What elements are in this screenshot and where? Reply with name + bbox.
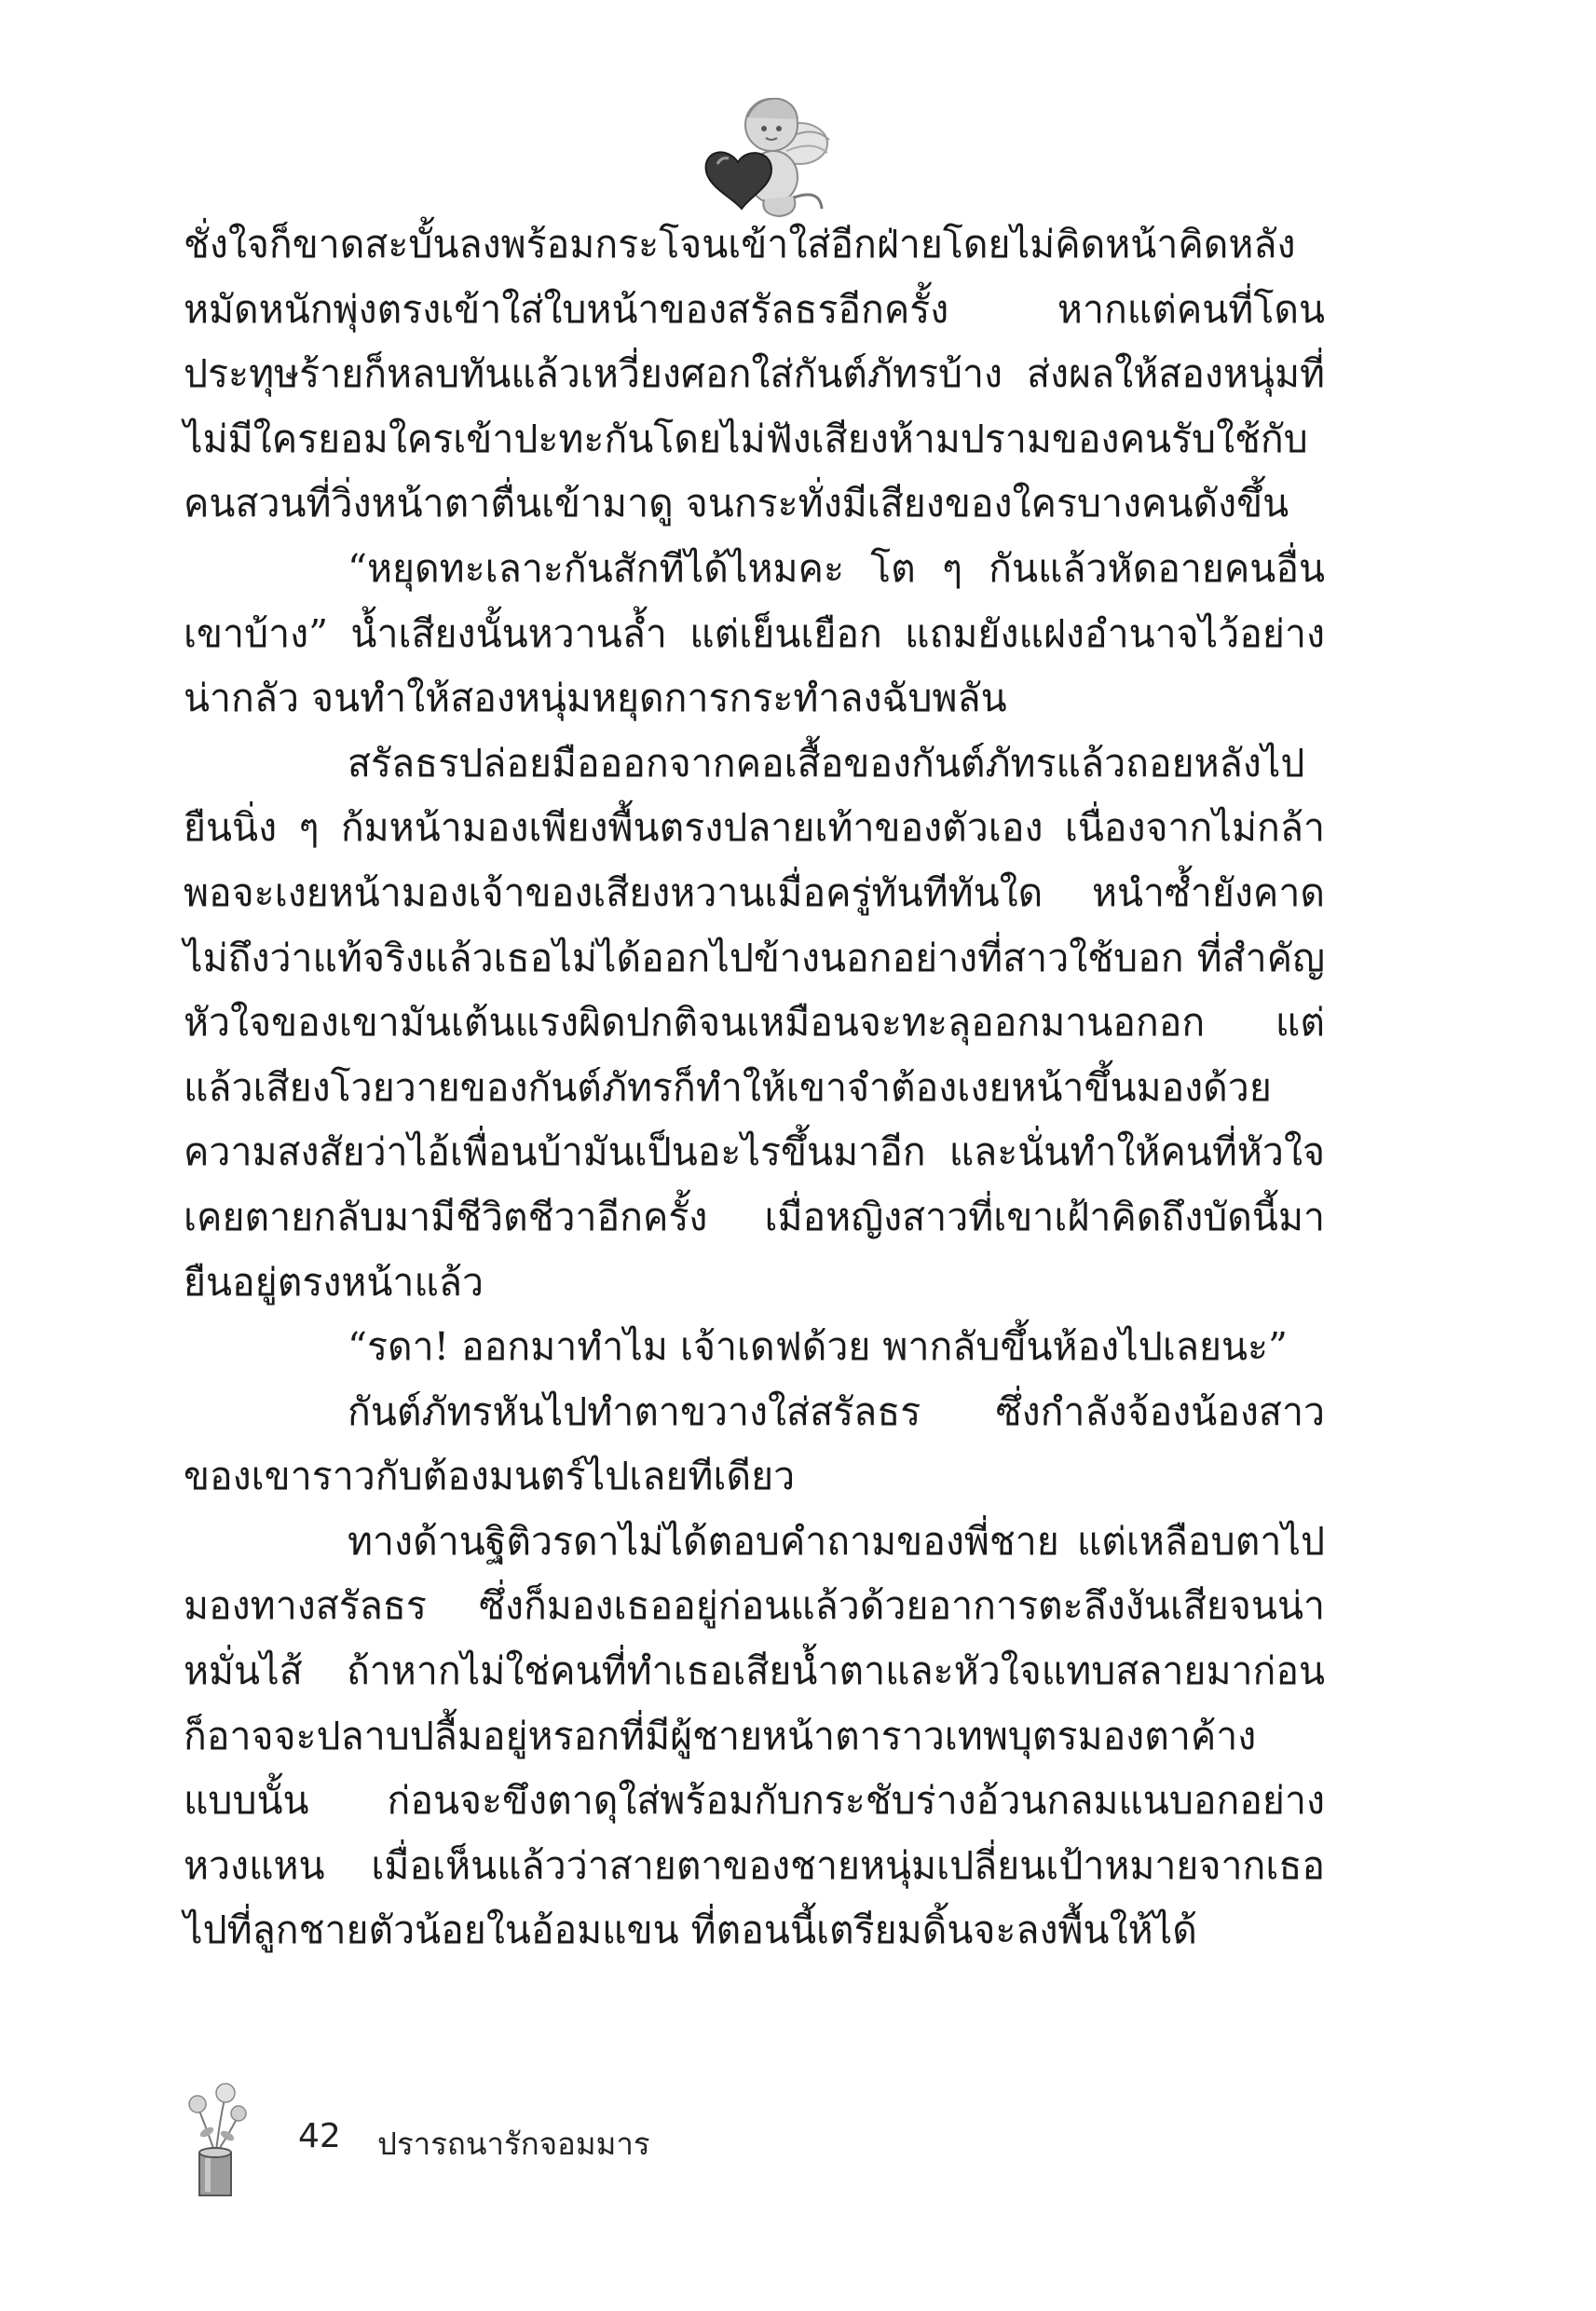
page-footer <box>177 2078 829 2199</box>
paragraph: ชั่งใจก็ขาดสะบั้นลงพร้อมกระโจนเข้าใส่อีกฝ่ายโดยไม่คิดหน้าคิดหลัง หมัดหนักพุ่งตรงเข้าใส่ใบหน้าของสรัลธรอีกครั้ง หากแต่คนที่โดนประทุษร้ายก็หลบทันแล้วเหวี่ยงศอกใส่กันต์ภัทรบ้าง ส่งผลให้สองหนุ่มที่ไม่มีใครยอมใครเข้าปะทะกันโดยไม่ฟังเสียงห้ามปรามของคนรับใช้กับคนสวนที่วิ่งหน้าตาตื่นเข้ามาดู จนกระทั่งมีเสียงของใครบางคนดังขึ้น <box>184 222 1325 526</box>
paragraph: กันต์ภัทรหันไปทำตาขวางใส่สรัลธร ซึ่งกำลังจ้องน้องสาวของเขาราวกับต้องมนตร์ไปเลยทีเดียว <box>184 1388 1325 1499</box>
book-title: ปรารถนารักจอมมาร <box>377 2126 650 2162</box>
paragraph: ทางด้านฐิติวรดาไม่ได้ตอบคำถามของพี่ชาย แต่เหลือบตาไปมองทางสรัลธร ซึ่งก็มองเธออยู่ก่อนแล้วด้วยอาการตะลึงงันเสียจนน่าหมั่นไส้ ถ้าหากไม่ใช่คนที่ทำเธอเสียน้ำตาและหัวใจแทบสลายมาก่อน ก็อาจจะปลาบปลื้มอยู่หรอกที่มีผู้ชายหน้าตาราวเทพบุตรมองตาค้างแบบนั้น ก่อนจะขึงตาดุใส่พร้อมกับกระชับร่างอ้วนกลมแนบอกอย่างหวงแหน เมื่อเห็นแล้วว่าสายตาของชายหนุ่มเปลี่ยนเป้าหมายจากเธอไปที่ลูกชายตัวน้อยในอ้อมแขน ที่ตอนนี้เตรียมดิ้นจะลงพื้นให้ได้ <box>184 1518 1325 1953</box>
paragraph: “รดา! ออกมาทำไม เจ้าเดฟด้วย พากลับขึ้นห้องไปเลยนะ” <box>348 1324 1288 1370</box>
body-text <box>184 212 1325 1963</box>
cherub-heart-ornament-icon <box>689 86 839 221</box>
paragraph: “หยุดทะเลาะกันสักทีได้ไหมคะ โต ๆ กันแล้วหัดอายคนอื่นเขาบ้าง” น้ำเสียงนั้นหวานล้ำ แต่เย็นเยือก แถมยังแฝงอำนาจไว้อย่างน่ากลัว จนทำให้สองหนุ่มหยุดการกระทำลงฉับพลัน <box>184 545 1325 721</box>
paragraph: สรัลธรปล่อยมือออกจากคอเสื้อของกันต์ภัทรแล้วถอยหลังไปยืนนิ่ง ๆ ก้มหน้ามองเพียงพื้นตรงปลายเท้าของตัวเอง เนื่องจากไม่กล้าพอจะเงยหน้ามองเจ้าของเสียงหวานเมื่อครู่ทันทีทันใด หนำซ้ำยังคาดไม่ถึงว่าแท้จริงแล้วเธอไม่ได้ออกไปข้างนอกอย่างที่สาวใช้บอก ที่สำคัญหัวใจของเขามันเต้นแรงผิดปกติจนเหมือนจะทะลุออกมานอกอก แต่แล้วเสียงโวยวายของกันต์ภัทรก็ทำให้เขาจำต้องเงยหน้าขึ้นมองด้วยความสงสัยว่าไอ้เพื่อนบ้ามันเป็นอะไรขึ้นมาอีก และนั่นทำให้คนที่หัวใจเคยตายกลับมามีชีวิตชีวาอีกครั้ง เมื่อหญิงสาวที่เขาเฝ้าคิดถึงบัดนี้มายืนอยู่ตรงหน้าแล้ว <box>184 740 1325 1305</box>
page-number: 42 <box>298 2117 341 2155</box>
flower-vase-icon <box>177 2078 252 2199</box>
